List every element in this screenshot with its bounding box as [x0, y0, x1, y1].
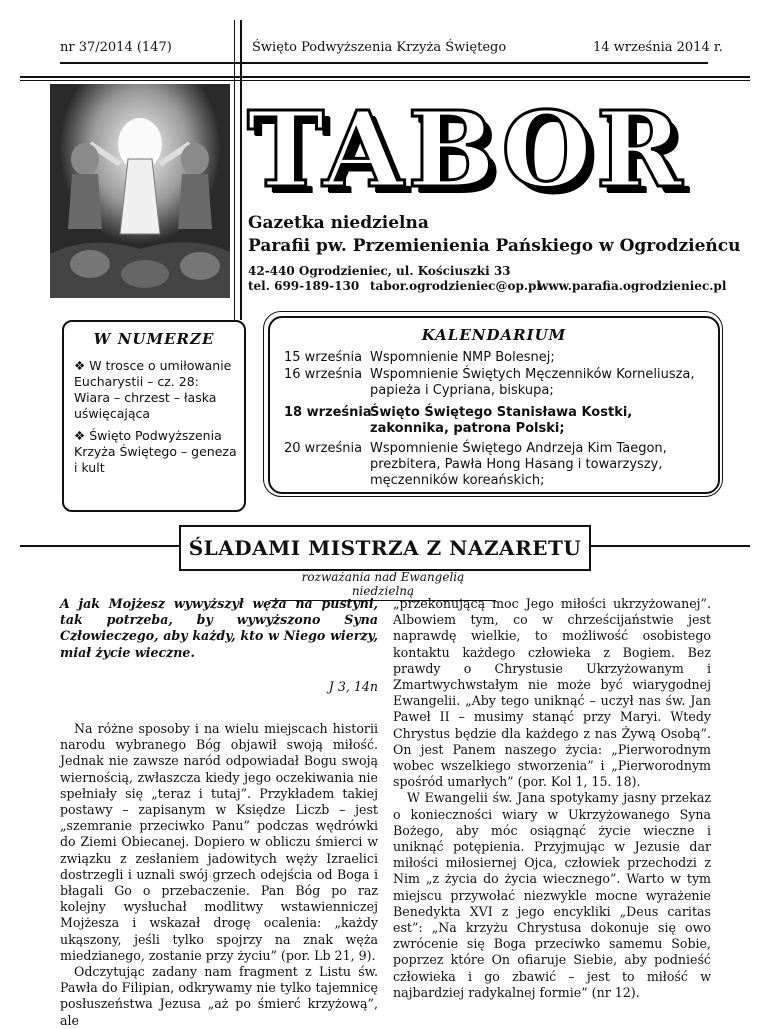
parish-phone: tel. 699-189-130: [248, 279, 360, 293]
vertical-divider-thin: [234, 20, 235, 320]
calendar-date: 16 września: [284, 367, 363, 382]
article-paragraph: Na różne sposoby i na wielu miejscach historii narodu wybranego Bóg objawił swoją miłość. Jednak nie zawsze naród odpowiadał Bogu swoją wiernością, zwłaszcza kiedy jego oczekiwania nie spełniały się „teraz i tutaj”. Przykładem takiej postawy – zapisanym w Księdze Liczb – jest „szemranie przeciwko Panu” podczas wędrówki do Ziemi Obiecanej. Dopiero w obliczu śmierci w związku z zesłaniem jadowitych węży Izraelici dostrzegli i uznali swój grzech odejścia od Boga i błagali Go o przebaczenie. Pan Bóg po raz kolejny wysłuchał modlitwy wstawienniczej Mojżesza i wskazał drogę ocalenia: „każdy ukąszony, jeśli tylko spojrzy na znak węża miedzianego, zostanie przy życiu” (por. Lb 21, 9).: [60, 721, 378, 963]
header-rule: [60, 62, 708, 64]
calendar-text: Wspomnienie NMP Bolesnej;: [370, 350, 555, 365]
diamond-bullet-icon: ❖: [74, 358, 86, 373]
calendar-text: Wspomnienie Świętych Męczenników Korneliusza, papieża i Cypriana, biskupa;: [370, 367, 695, 398]
parish-website[interactable]: www.parafia.ogrodzieniec.pl: [538, 279, 727, 293]
section-banner: [179, 525, 591, 571]
calendar-date: 15 września: [284, 350, 363, 365]
calendar-title: KALENDARIUM: [421, 326, 567, 344]
calendar-date: 18 września: [284, 405, 372, 420]
calendar-text: Wspomnienie Świętego Andrzeja Kim Taegon, prezbitera, Pawła Hong Hasang i towarzyszy, męczenników koreańskich;: [370, 441, 667, 488]
parish-address: 42-440 Ogrodzieniec, ul. Kościuszki 33: [248, 264, 511, 278]
toc-title: W NUMERZE: [93, 330, 215, 348]
feast-name: Święto Podwyższenia Krzyża Świętego: [252, 40, 507, 55]
toc-item[interactable]: ❖ W trosce o umiłowanie Eucharystii – cz. 28: Wiara – chrzest – łaska uświęcająca: [74, 358, 232, 421]
article-paragraph: „przekonującą moc Jego miłości ukrzyżowanej”. Albowiem tym, co w chrześcijaństwie jest naprawdę wielkie, to możliwość osobistego kontaktu każdego człowieka z Bogiem. Bez prawdy o Chrystusie Ukrzyżowanym i Zmartwychwstałym nie może być wiarygodnej Ewangelii. „Aby tego uniknąć – uczył nas św. Jan Paweł II – musimy stanąć przy Maryi. Wtedy Chrystus będzie dla każdego z nas Żywą Osobą”. On jest Panem naszego życia: „Pierworodnym wobec wszelkiego stworzenia” i „Pierworodnym spośród umarłych” (por. Kol 1, 15. 18).: [393, 596, 711, 790]
article-left-column: [60, 596, 378, 1029]
masthead-title: TABOR: [247, 88, 687, 211]
article-paragraph: Odczytując zadany nam fragment z Listu św. Pawła do Filipian, odkrywamy nie tylko tajemnicę posłuszeństwa Jezusa „aż po śmierć krzyżową”, ale: [60, 964, 378, 1028]
cross-rule: [20, 76, 750, 78]
cross-rule-thin: [20, 80, 750, 81]
article-paragraph: W Ewangelii św. Jana spotykamy jasny przekaz o konieczności wiary w Ukrzyżowanego Syna Bożego, aby móc osiągnąć życie wieczne i uniknąć potępienia. Przyjmując w Jezusie dar miłości miłosiernej Ojca, człowiek przechodzi z Nim „z życia do życia wiecznego”. Warto w tym miejscu przywołać niezwykle mocne wyrażenie Benedykta XVI z jego encykliki „Deus caritas est”: „Na krzyżu Chrystusa dokonuje się owo zwrócenie się Boga przeciwko samemu Sobie, poprzez które On ofiaruje Siebie, aby podnieść człowieka i go zbawić – jest to miłość w najbardziej radykalnej formie” (nr 12).: [393, 790, 711, 1000]
subtitle-line1: Gazetka niedzielna: [248, 213, 429, 233]
section-title: ŚLADAMI MISTRZA Z NAZARETU: [188, 536, 582, 560]
scripture-reference: J 3, 14n: [328, 678, 378, 694]
issue-number: nr 37/2014 (147): [60, 40, 172, 55]
transfiguration-image: [50, 84, 230, 298]
vertical-divider: [240, 20, 242, 320]
issue-date: 14 września 2014 r.: [593, 40, 723, 55]
scripture-quote: A jak Mojżesz wywyższył węża na pustyni, tak potrzeba, by wywyższono Syna Człowieczego, aby każdy, kto w Niego wierzy, miał życie wieczne.: [60, 596, 378, 660]
section-subtitle: rozważania nad Ewangelią niedzielną: [270, 570, 496, 601]
subtitle-line2: Parafii pw. Przemienienia Pańskiego w Ogrodzieńcu: [248, 236, 741, 256]
diamond-bullet-icon: ❖: [74, 428, 86, 443]
article-right-column: [393, 596, 711, 1001]
calendar-date: 20 września: [284, 441, 363, 456]
toc-item[interactable]: ❖ Święto Podwyższenia Krzyża Świętego – geneza i kult: [74, 428, 237, 475]
parish-email[interactable]: tabor.ogrodzieniec@op.pl: [370, 279, 541, 293]
calendar-text: Święto Świętego Stanisława Kostki, zakonnika, patrona Polski;: [370, 405, 633, 436]
